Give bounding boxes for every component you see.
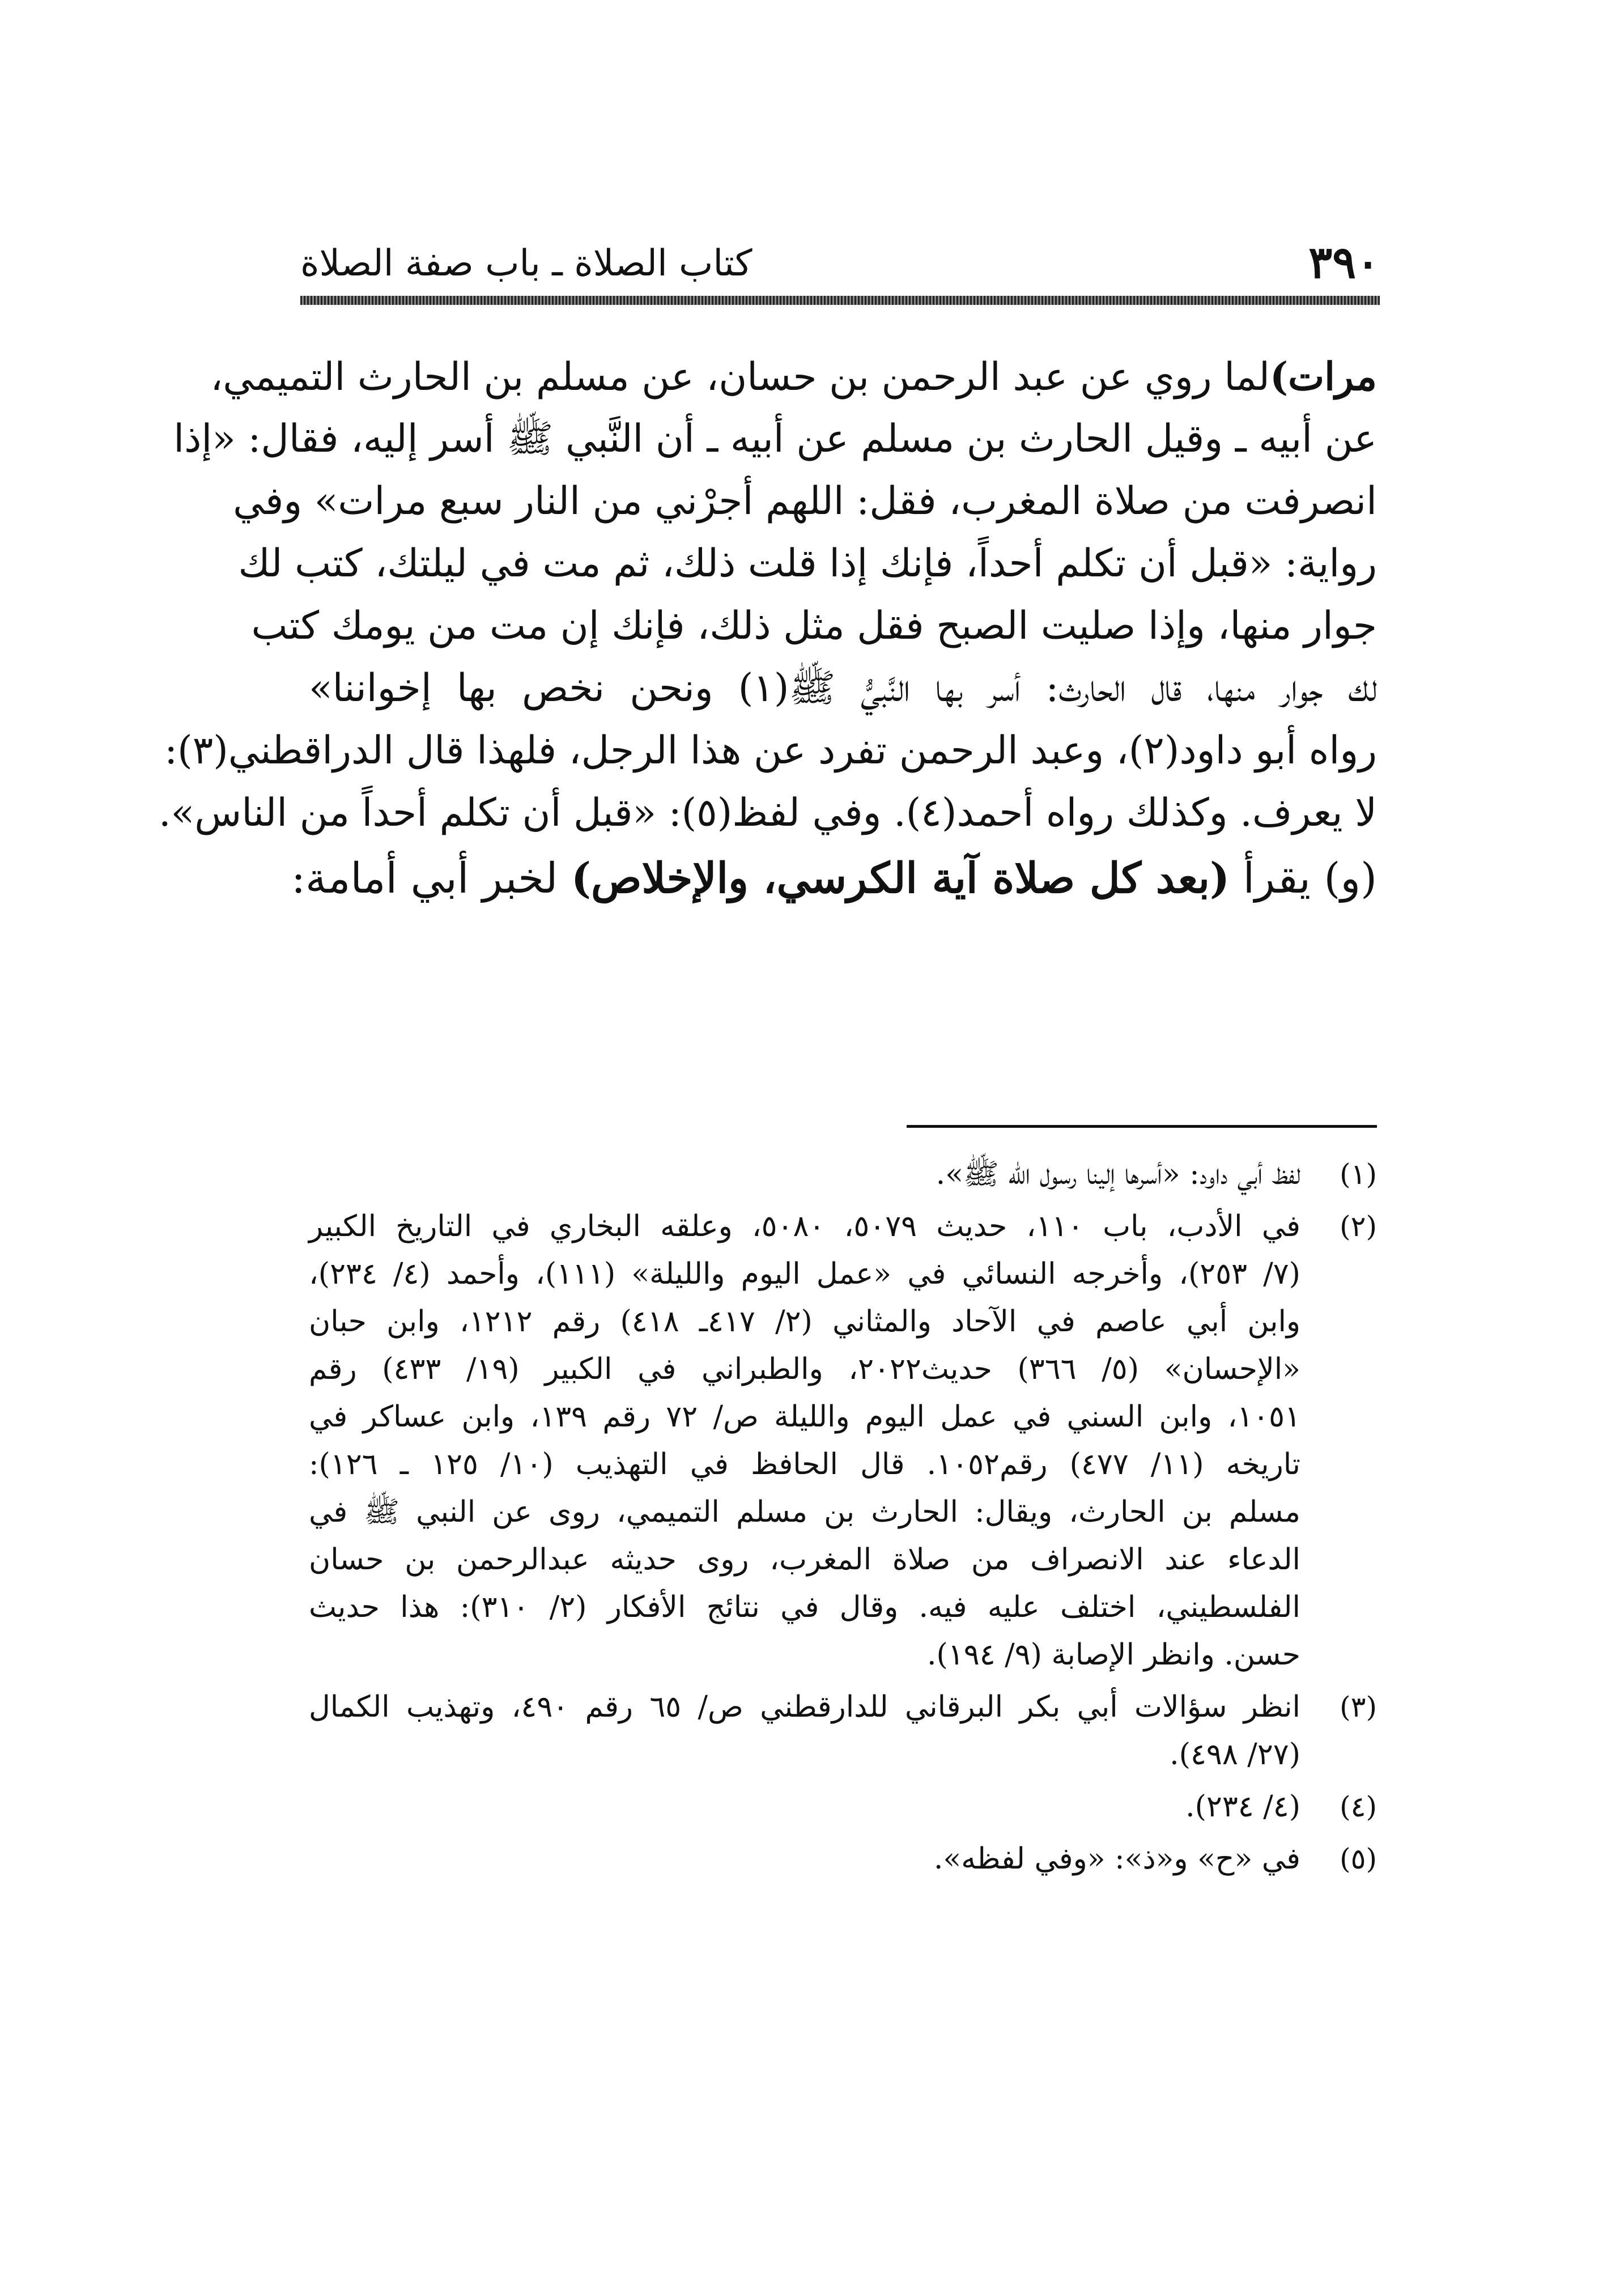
footnote-body <box>309 1835 1300 1883</box>
footnote-number: (٥) <box>1340 1842 1377 1875</box>
main-line: رواية: «قبل أن تكلم أحداً، فإنك إذا قلت ذلك، ثم مت في ليلتك، كتب لك <box>238 541 1377 586</box>
main-line <box>210 346 1377 408</box>
main-line <box>291 844 1377 912</box>
footnote-item <box>309 1203 1377 1679</box>
footnote-line: في «ح» و«ذ»: «وفي لفظه». <box>933 1842 1300 1876</box>
footnote-body <box>309 1783 1300 1831</box>
footnote-number: (٤) <box>1340 1790 1377 1823</box>
footnote-body <box>309 1150 1300 1198</box>
footnote-number: (١) <box>1340 1158 1377 1191</box>
footnote-line: مسلم بن الحارث، ويقال: الحارث بن مسلم التميمي، روى عن النبي ﷺ في <box>309 1495 1300 1529</box>
footnote-line: (٢٧/ ٤٩٨). <box>1170 1738 1300 1772</box>
footnote-line: (٤/ ٢٣٤). <box>1185 1790 1300 1824</box>
main-line-bold: (بعد كل صلاة آية الكرسي، والإخلاص) <box>571 854 1230 903</box>
footnote-item <box>309 1783 1377 1831</box>
footnote-item <box>309 1683 1377 1778</box>
footnote-line: الدعاء عند الانصراف من صلاة المغرب، روى حديثه عبدالرحمن بن حسان <box>309 1543 1300 1577</box>
main-line-pre: (و) يقرأ <box>1230 854 1377 903</box>
footnote-line: لفظ أبي داود: «أسرها إلينا رسول الله ﷺ». <box>936 1157 1300 1191</box>
footnote-item <box>309 1835 1377 1883</box>
running-title: كتاب الصلاة ـ باب صفة الصلاة <box>300 243 753 284</box>
footnote-number: (٣) <box>1340 1691 1377 1723</box>
footnotes <box>309 1150 1377 1887</box>
page-number: ٣٩٠ <box>1308 237 1380 288</box>
main-line-post: لخبر أبي أمامة: <box>291 854 571 903</box>
main-line-prefix: مرات) <box>1269 354 1377 400</box>
footnote-line: الفلسطيني، اختلف عليه فيه. وقال في نتائج الأفكار (٢/ ٣١٠): هذا حديث <box>309 1590 1300 1624</box>
footnote-number: (٢) <box>1340 1210 1377 1243</box>
main-line: رواه أبو داود(٢)، وعبد الرحمن تفرد عن هذا الرجل، فلهذا قال الدراقطني(٣): <box>164 728 1377 773</box>
footnote-line: «الإحسان» (٥/ ٣٦٦) حديث٢٠٢٢، والطبراني في الكبير (١٩/ ٤٣٣) رقم <box>309 1352 1300 1386</box>
main-line: جوار منها، وإذا صليت الصبح فقل مثل ذلك، فإنك إن مت من يومك كتب <box>251 604 1377 648</box>
footnote-line: تاريخه (١١/ ٤٧٧) رقم١٠٥٢. قال الحافظ في التهذيب (١٠/ ١٢٥ ـ ١٢٦): <box>309 1447 1301 1481</box>
main-line: لا يعرف. وكذلك رواه أحمد(٤). وفي لفظ(٥): «قبل أن تكلم أحداً من الناس». <box>159 791 1377 835</box>
footnote-line: انظر سؤالات أبي بكر البرقاني للدارقطني ص/ ٦٥ رقم ٤٩٠، وتهذيب الكمال <box>309 1690 1301 1724</box>
footnote-line: ١٠٥١، وابن السني في عمل اليوم والليلة ص/ ٧٢ رقم ١٣٩، وابن عساكر في <box>309 1400 1300 1434</box>
main-line: عن أبيه ـ وقيل الحارث بن مسلم عن أبيه ـ أن النَّبي ﷺ أسر إليه، فقال: «إذا <box>173 417 1377 461</box>
page-header <box>300 230 1380 292</box>
main-line: انصرفت من صلاة المغرب، فقل: اللهم أجرْني من النار سبع مرات» وفي <box>233 479 1377 524</box>
main-text <box>159 346 1377 912</box>
footnote-item <box>309 1150 1377 1198</box>
footnote-line: في الأدب، باب ١١٠، حديث ٥٠٧٩، ٥٠٨٠، وعلقه البخاري في التاريخ الكبير <box>309 1209 1300 1243</box>
footnote-divider <box>907 1125 1377 1128</box>
main-line: لك جوار منها، قال الحارث: أسر بها النَّبيُّ ﷺ(١) ونحن نخص بها إخواننا» <box>309 666 1377 711</box>
main-line-text: لما روي عن عبد الرحمن بن حسان، عن مسلم بن الحارث التميمي، <box>210 355 1270 400</box>
header-rule <box>300 296 1380 305</box>
footnote-line: (٧/ ٢٥٣)، وأخرجه النسائي في «عمل اليوم والليلة» (١١١)، وأحمد (٤/ ٢٣٤)، <box>309 1257 1300 1291</box>
footnote-body <box>309 1203 1300 1679</box>
footnote-body <box>309 1683 1300 1778</box>
footnote-line: وابن أبي عاصم في الآحاد والمثاني (٢/ ٤١٧ـ ٤١٨) رقم ١٢١٢، وابن حبان <box>309 1305 1300 1339</box>
footnote-line: حسن. وانظر الإصابة (٩/ ١٩٤). <box>927 1638 1300 1672</box>
